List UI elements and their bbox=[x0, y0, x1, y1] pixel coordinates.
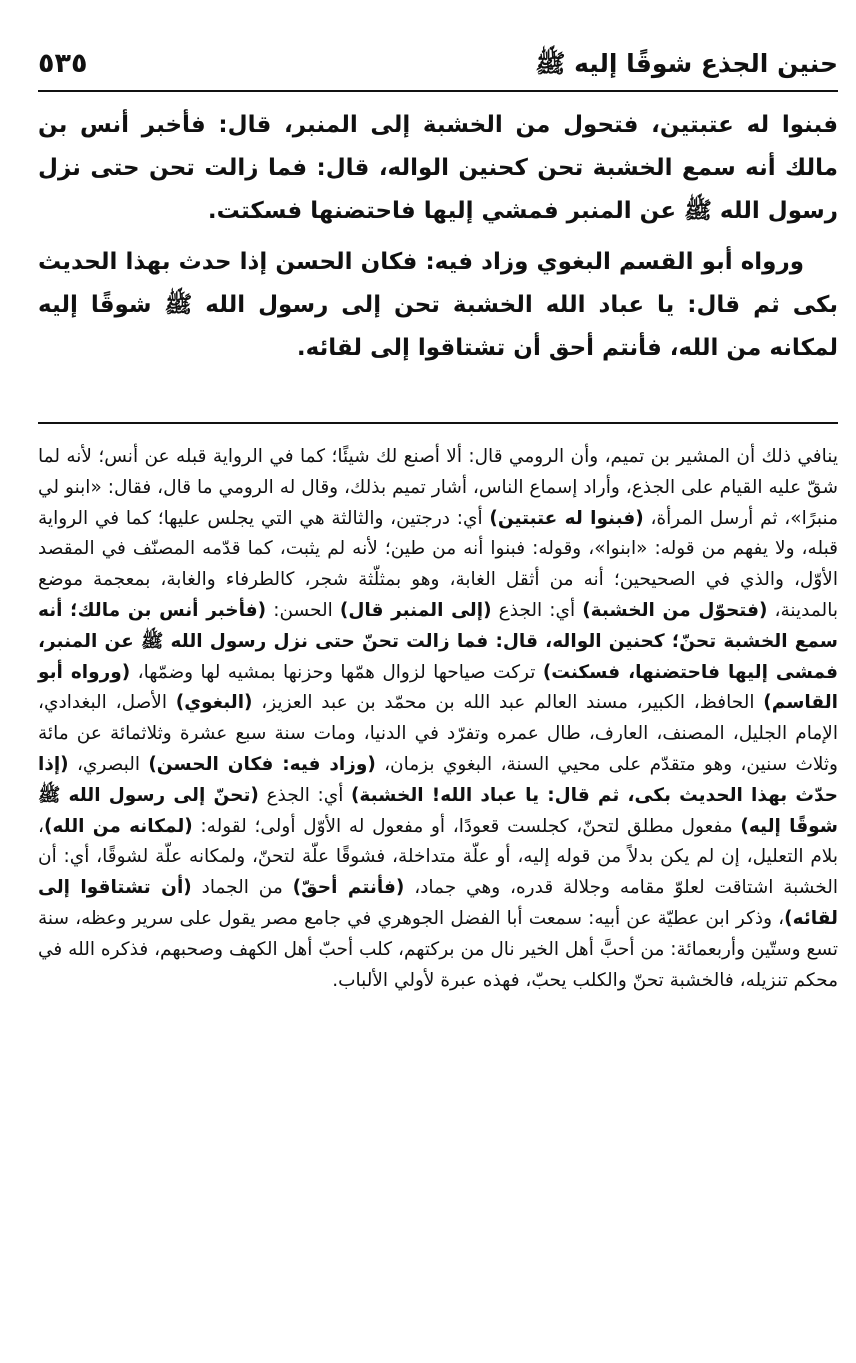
main-paragraph: ورواه أبو القسم البغوي وزاد فيه: فكان الحسن إذا حدث بهذا الحديث بكى ثم قال: يا عباد الله الخشبة تحن إلى رسول الله ﷺ شوقًا إليه لمكانه من الله، فأنتم أحق أن تشتاقوا إلى لقائه. bbox=[38, 249, 838, 361]
commentary-text: أي: درجتين، والثالثة هي التي يجلس عليها؛ كما في الرواية قبله، ولا يفهم من قوله: «ابنوا»، وقوله: فبنوا أنه من طين؛ لأنه لم يثبت، كما قدّمه المصنّف في المقصد الأوّل، والذي في الصحيحين؛ أنه من أثقل الغابة، وهو بمثلّثة شجر، كالطرفاء والغابة، بمعجمة موضع بالمدينة، bbox=[38, 507, 838, 621]
commentary-text: أي: الجذع bbox=[258, 784, 351, 806]
main-paragraph: فبنوا له عتبتين، فتحول من الخشبة إلى المنبر، قال: فأخبر أنس بن مالك أنه سمع الخشبة تحن كحنين الواله، قال: فما زالت تحن حتى نزل رسول الله ﷺ عن المنبر فمشي إليها فاحتضنها فسكتت. bbox=[38, 112, 838, 224]
quoted-text: (إلى المنبر قال) bbox=[339, 599, 492, 621]
commentary-text: الحسن: bbox=[266, 599, 340, 621]
commentary-text: أي: الجذع bbox=[491, 599, 583, 621]
commentary-footnote bbox=[38, 442, 838, 996]
quoted-text: (وزاد فيه: فكان الحسن) bbox=[148, 753, 376, 775]
book-page bbox=[38, 40, 838, 1350]
quoted-text: (لمكانه من الله) bbox=[43, 815, 193, 837]
quoted-text: (فأخبر أنس بن مالك؛ أنه سمع الخشبة تحنّ؛ كحنين الواله، قال: فما زالت تحنّ حتى نزل رسول الله ﷺ عن المنبر، فمشى إليها فاحتضنها، فسكنت) bbox=[38, 599, 838, 683]
footnote-separator bbox=[38, 422, 838, 424]
quoted-text: (ورواه أبو القاسم) bbox=[38, 661, 838, 714]
page-header bbox=[38, 40, 838, 92]
commentary-text: ، بلام التعليل، إن لم يكن بدلاً من قوله إليه، أو علّة متداخلة، فشوقًا علّة لتحنّ، ولمكانه علّة لشوقًا، أي: أن الخشبة اشتاقت لعلوّ مقامه وجلالة قدره، وهي جماد، bbox=[38, 815, 838, 899]
quoted-text: (فتحوّل من الخشبة) bbox=[582, 599, 768, 621]
commentary-text: ينافي ذلك أن المشير بن تميم، وأن الرومي قال: ألا أصنع لك شيئًا؛ كما في الرواية قبله عن أنس؛ لأنه لما شقّ عليه القيام على الجذع، وأراد إسماع الناس، أشار تميم بذلك، وقال له الرومي ما قال، فقال: «ابنو لي منبرًا»، ثم أرسل المرأة، bbox=[38, 446, 838, 529]
quoted-text: (البغوي) bbox=[175, 692, 253, 714]
commentary-text: الحافظ، الكبير، مسند العالم عبد الله بن محمّد بن عبد العزيز، bbox=[252, 692, 764, 714]
commentary-text: البصري، bbox=[68, 753, 149, 775]
quoted-text: (تحنّ إلى رسول الله ﷺ شوقًا إليه) bbox=[38, 784, 838, 837]
page-number: ٥٣٥ bbox=[38, 48, 88, 79]
commentary-text: الأصل، البغدادي، الإمام الجليل، المصنف، العارف، طال عمره وتفرّد في الدنيا، ومات سنة سبع عشرة وثلاثمائة عن مائة وثلاث سنين، وهو متقدّم على محيي السنة، البغوي بزمان، bbox=[38, 692, 838, 775]
commentary-text: ، وذكر ابن عطيّة عن أبيه: سمعت أبا الفضل الجوهري في جامع مصر يقول على سرير وعظه، سنة تسع وستّين وأربعمائة: من أحبَّ أهل الخير نال من بركتهم، كلب أحبّ أهل الكهف وصحبهم، فذكره الله في محكم تنزيله، فالخشبة تحنّ والكلب يحبّ، فهذه عبرة لأولي الألباب. bbox=[38, 907, 838, 991]
commentary-text: مفعول مطلق لتحنّ، كجلست قعودًا، أو مفعول له الأوّل أولى؛ لقوله: bbox=[192, 815, 741, 837]
commentary-text: من الجماد bbox=[191, 877, 293, 899]
quoted-text: (فأنتم أحقّ) bbox=[292, 877, 405, 899]
main-text bbox=[38, 104, 838, 370]
quoted-text: (فبنوا له عتبتين) bbox=[489, 507, 644, 529]
running-title: حنين الجذع شوقًا إليه ﷺ bbox=[535, 49, 838, 78]
quoted-text: (أن تشتاقوا إلى لقائه) bbox=[38, 877, 838, 929]
commentary-text: تركت صياحها لزوال همّها وحزنها بمشيه لها وضمّها، bbox=[130, 661, 543, 683]
quoted-text: (إذا حدّث بهذا الحديث بكى، ثم قال: يا عباد الله! الخشبة) bbox=[38, 753, 838, 806]
